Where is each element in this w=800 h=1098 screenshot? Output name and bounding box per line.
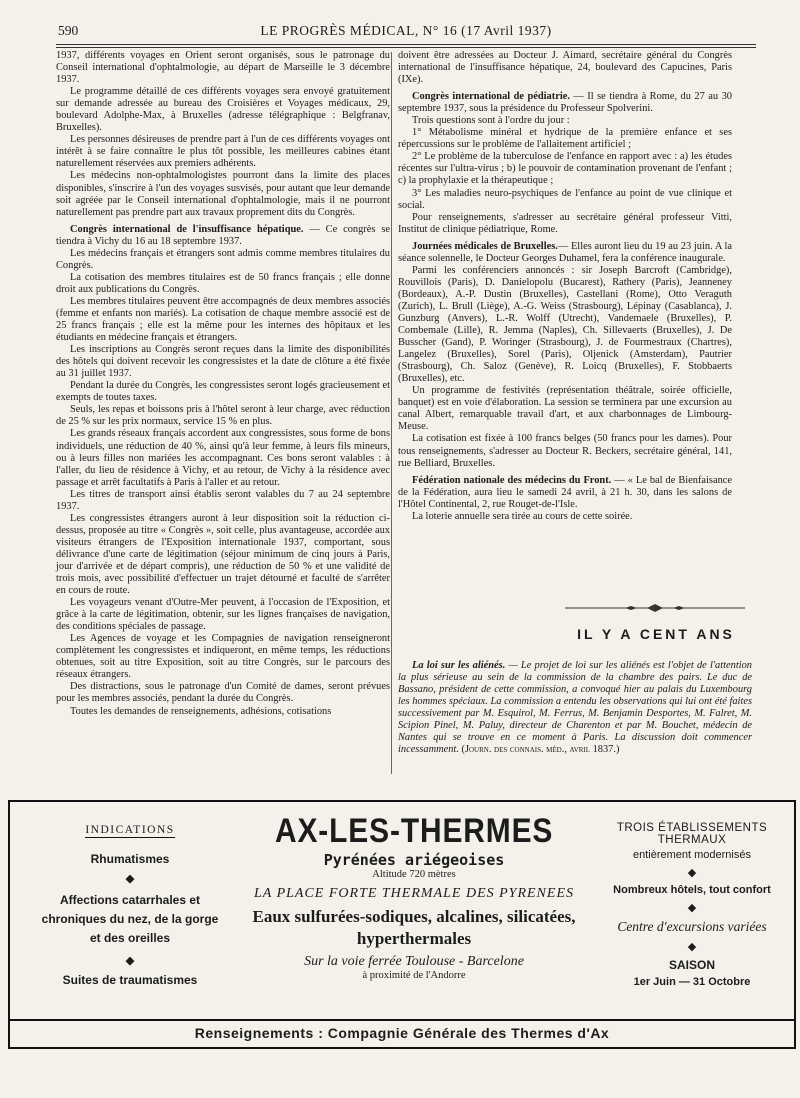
paragraph-text: — « Le bal de Bienfaisance de la Fédération, aura lieu le samedi 24 avril, à 21 h. 30, dans les salons de l'Hôtel Continental, 2, rue Rouget-de-l'Isle.	[398, 474, 732, 510]
ad-proximity: à proximité de l'Andorre	[362, 970, 466, 981]
ad-hotels: Nombreux hôtels, tout confort	[613, 884, 771, 896]
page-header	[58, 20, 754, 42]
section-title: Journées médicales de Bruxelles.	[412, 240, 558, 252]
paragraph-text: 1937, différents voyages en Orient seront organisés, sous le patronage du Conseil international d'ophtalmologie, au départ de Marseille le 3 décembre 1937.	[56, 50, 390, 86]
indication-item: Suites de traumatismes	[62, 973, 198, 987]
paragraph	[398, 127, 732, 151]
ad-region: Pyrénées ariégeoises	[323, 851, 505, 869]
paragraph-text: 3° Les maladies neuro-psychiques de l'enfance au point de vue clinique et social.	[398, 187, 732, 211]
paragraph-text: Pour renseignements, s'adresser au secrétaire général professeur Vitti, Institut de clinique pédiatrique, Rome.	[398, 211, 732, 235]
paragraph-text: — Il se tiendra à Rome, du 27 au 30 septembre 1937, sous la présidence du Professeur Spolverini.	[398, 91, 732, 115]
paragraph-text: Les titres de transport ainsi établis seront valables du 7 au 24 septembre 1937.	[56, 488, 390, 512]
indications-title: INDICATIONS	[85, 824, 175, 836]
right-column	[398, 50, 732, 522]
paragraph	[398, 265, 732, 385]
paragraph-text: Les grands réseaux français accordent aux congressistes, sous forme de bons individuels, une réduction de 40 %, ainsi qu'à leur femme, à leurs fils mineurs, ou à leurs filles non mariées les accompagnant. Ces bons seront valables : à l'aller, du lieu de résidence à Vichy, et au retour, de Vichy à la résidence avec passage et arrêt facultatifs à Paris à l'aller et au retour.	[56, 428, 390, 488]
paragraph	[56, 404, 390, 428]
ad-waters: Eaux sulfurées-sodiques, alcalines, silicatées, hyperthermales	[252, 907, 576, 948]
paragraph-text: Pendant la durée du Congrès, les congressistes seront logés gracieusement et exempts de toutes taxes.	[56, 380, 390, 404]
diamond-icon: ◆	[125, 873, 135, 885]
paragraph	[398, 151, 732, 187]
paragraph-text: Le programme détaillé de ces différents voyages sera envoyé gratuitement sur demande adressée au bureau des Croisières et Voyages médicaux, 29, boulevard Adolphe-Max, à Bruxelles (adresse télégraphique : Belgfranav, Bruxelles).	[56, 86, 390, 134]
section-heading: IL Y A CENT ANS	[577, 626, 735, 642]
ad-slogan: LA PLACE FORTE THERMALE DES PYRENEES	[253, 886, 574, 901]
paragraph	[56, 380, 390, 404]
paragraph	[56, 248, 390, 272]
paragraph	[56, 489, 390, 513]
paragraph-text: La cotisation des membres titulaires est de 50 francs français ; elle donne droit aux publications du Congrès.	[56, 271, 390, 295]
ad-altitude: Altitude 720 mètres	[372, 869, 456, 880]
paragraph	[398, 91, 732, 115]
paragraph	[398, 115, 732, 127]
paragraph-text: Parmi les conférenciers annoncés : sir Joseph Barcroft (Cambridge), Rouvillois (Paris), D. Danielopolu (Bucarest), Rathery (Paris), Jeanneney (Bordeaux), A.-P. Dustin (Bruxelles), Castellani (Rome), Otto Veraguth (Zurich), L. Brull (Liège), A.-G. Weiss (Strasbourg), Lépinay (Casablanca), J. Gunzburg (Anvers), L.-R. Wolff (Utrecht), Vandemaele (Bruxelles), P. Combemale (Lille), R. Jemma (Naples), Ch. Sillevaerts (Bruxelles), J. De Busscher (Gand), P. Woringer (Strasbourg), J. de Fourmestraux (Chartres), Langelez (Bruxelles), Sorel (Paris), Oljenick (Amsterdam), Pautrier (Strasbourg), Ch. Saloz (Genève), R. Loicq (Bruxelles), F. Stobbaerts (Bruxelles), etc.	[398, 264, 732, 385]
diamond-icon: ◆	[687, 902, 697, 914]
paragraph	[56, 296, 390, 344]
paragraph	[398, 50, 732, 86]
paragraph-text: 2° Le problème de la tuberculose de l'enfance en rapport avec : a) les études récentes sur l'ultra-virus ; b) le pouvoir de contamination provenant de l'enfant ; c) la prophylaxie et la thérapeutique ;	[398, 151, 732, 187]
page-number: 590	[58, 23, 79, 38]
paragraph	[56, 706, 390, 718]
paragraph	[56, 681, 390, 705]
diamond-icon: ◆	[125, 955, 135, 967]
paragraph	[56, 633, 390, 681]
paragraph-text: La loterie annuelle sera tirée au cours de cette soirée.	[412, 510, 633, 522]
paragraph-text: La cotisation est fixée à 100 francs belges (50 francs pour les dames). Pour tous renseignements, s'adresser au Docteur R. Beckers, secrétaire général, 141, rue Belliard, Bruxelles.	[398, 433, 732, 469]
advertisement	[8, 800, 796, 1049]
paragraph-text: Les médecins français et étrangers sont admis comme membres titulaires du Congrès.	[56, 247, 390, 271]
paragraph-text: doivent être adressées au Docteur J. Aimard, secrétaire général du Congrès international de l'insuffisance hépatique, 24, boulevard des Capucines, Paris (IXe).	[398, 50, 732, 86]
cent-ans-article	[398, 660, 752, 780]
paragraph	[398, 433, 732, 469]
paragraph	[56, 513, 390, 597]
paragraph	[56, 224, 390, 248]
section-title: Congrès international de pédiatrie.	[412, 91, 570, 103]
paragraph-text: — Elles auront lieu du 19 au 23 juin. A la séance solennelle, le Docteur Georges Duhamel, fera la conférence inaugurale.	[398, 240, 732, 264]
ornament-divider	[565, 604, 745, 612]
ad-brand: AX-LES-THERMES	[274, 812, 554, 850]
diamond-icon: ◆	[687, 941, 697, 953]
paragraph-text: Les membres titulaires peuvent être accompagnés de deux membres associés (femme et enfants non mariés). La cotisation de chaque membre associé est de 25 francs français ; elle est la même pour les internes des hôpitaux et les étudiants en médecine français et étrangers.	[56, 295, 390, 344]
paragraph-text: Des distractions, sous le patronage d'un Comité de dames, seront prévues pour les membres associés, pendant la durée du Congrès.	[56, 681, 390, 705]
ad-season-label: SAISON	[668, 958, 715, 972]
ad-season-dates: 1er Juin — 31 Octobre	[633, 976, 751, 988]
ad-indications	[40, 822, 220, 987]
paragraph-text: Les inscriptions au Congrès seront reçues dans la limite des disponibilités des hôtels qui doivent recevoir les congressistes et la date de clôture a été fixée au 31 juillet 1937.	[56, 344, 390, 380]
section-title: Fédération nationale des médecins du Front.	[412, 474, 612, 486]
ad-center	[234, 812, 594, 981]
indication-item: Rhumatismes	[90, 852, 170, 866]
ad-route: Sur la voie ferrée Toulouse - Barcelone	[304, 954, 524, 969]
cent-ans-text: — Le projet de loi sur les aliénés est l'objet de l'attention la plus sérieuse au sein de la commission de la chambre des pairs. Le duc de Bassano, président de cette commission, a convoqué hier au palais du Luxembourg les hommes spéciaux. La commission a entendu les observations qui lui ont été faites successivement par M. Esquirol, M. Ferrus, M. Benjamin Desportes, M. Falret, M. Scipion Pinel, M. Paluy, directeur de Charenton et par M. Bouchet, médecin de Nantes qui se trouve en ce moment à Paris. La discussion doit commencer incessamment.	[398, 660, 752, 756]
ad-modernised: entièrement modernisés	[632, 849, 751, 861]
paragraph	[56, 428, 390, 488]
paragraph	[398, 212, 732, 236]
cent-ans-source: (Journ. des connais. méd., avril 1837.)	[461, 744, 620, 756]
paragraph	[398, 475, 732, 511]
paragraph-text: Seuls, les repas et boissons pris à l'hôtel seront à leur charge, avec réduction de 25 % sur les prix normaux, service 15 % en plus.	[56, 404, 390, 428]
paragraph-text: Les Agences de voyage et les Compagnies de navigation renseigneront complètement les congressistes et indiqueront, en même temps, les réductions obtenues, soit au titre Exposition, soit au titre Congrès, sur le parcours des réseaux étrangers.	[56, 633, 390, 681]
ad-excursions: Centre d'excursions variées	[617, 919, 767, 934]
left-column	[56, 50, 390, 772]
indication-item: Affections catarrhales et chroniques du nez, de la gorge et des oreilles	[41, 893, 219, 945]
cent-ans-title: La loi sur les aliénés.	[412, 660, 506, 671]
paragraph	[56, 50, 390, 86]
paragraph	[56, 134, 390, 170]
paragraph	[56, 344, 390, 380]
paragraph	[56, 86, 390, 134]
paragraph	[398, 385, 732, 433]
paragraph	[398, 188, 732, 212]
ad-establishments: TROIS ÉTABLISSEMENTS THERMAUX	[616, 822, 768, 846]
paragraph-text: Les médecins non-ophtalmologistes pourront dans la limite des places disponibles, s'inscrire à l'un des voyages susvisés, pour autant que leur demande soit agréée par le Conseil international d'ophtalmologie, mais il ne pourront naturellement pas prendre part aux travaux proprement dits du Congrès.	[56, 170, 390, 218]
section-title: Congrès international de l'insuffisance hépatique.	[70, 223, 304, 235]
paragraph-text: Les personnes désireuses de prendre part à l'un de ces différents voyages ont intérêt à se faire connaître le plus tôt possible, les meilleures cabines étant naturellement réservées aux premiers adhérents.	[56, 134, 390, 170]
paragraph	[56, 597, 390, 633]
paragraph	[56, 272, 390, 296]
paragraph-text: Toutes les demandes de renseignements, adhésions, cotisations	[70, 705, 332, 717]
ad-right	[602, 822, 782, 988]
paragraph	[398, 511, 732, 523]
paragraph	[398, 241, 732, 265]
column-divider	[391, 52, 392, 774]
journal-title: LE PROGRÈS MÉDICAL, N° 16 (17 Avril 1937)	[260, 23, 552, 38]
ad-footer: Renseignements : Compagnie Générale des Thermes d'Ax	[10, 1019, 794, 1047]
paragraph-text: Trois questions sont à l'ordre du jour :	[412, 115, 570, 127]
paragraph-text: — Ce congrès se tiendra à Vichy du 16 au 18 septembre 1937.	[56, 223, 390, 247]
paragraph-text: Les congressistes étrangers auront à leur disposition soit la réduction ci-dessus, proposée au titre « Congrès », soit celle, plus avantageuse, accordée aux visiteurs étrangers de l'Exposition internationale 1937, comportant, sous délivrance d'une carte de légitimation (séjour minimum de cinq jours à Paris, jour d'arrivée et de départ compris), une réduction de 50 % et une validité de trois mois, avec possibilité d'effectuer un trajet détourné et faculté de s'arrêter en cours de route.	[56, 512, 390, 597]
header-rule	[56, 44, 756, 48]
diamond-icon: ◆	[687, 867, 697, 879]
paragraph-text: Un programme de festivités (représentation théâtrale, soirée officielle, banquet) est en voie d'élaboration. La session se terminera par une excursion au canal Albert, remarquable travail d'art, et aux charbonnages de Limbourg-Meuse.	[398, 385, 732, 433]
paragraph-text: Les voyageurs venant d'Outre-Mer peuvent, à l'occasion de l'Exposition, et grâce à la carte de légitimation, obtenir, sur les lignes françaises de navigation, des conditions spéciales de passage.	[56, 597, 390, 633]
paragraph-text: 1° Métabolisme minéral et hydrique de la première enfance et ses répercussions sur le problème de l'allaitement artificiel ;	[398, 127, 732, 151]
paragraph	[56, 170, 390, 218]
